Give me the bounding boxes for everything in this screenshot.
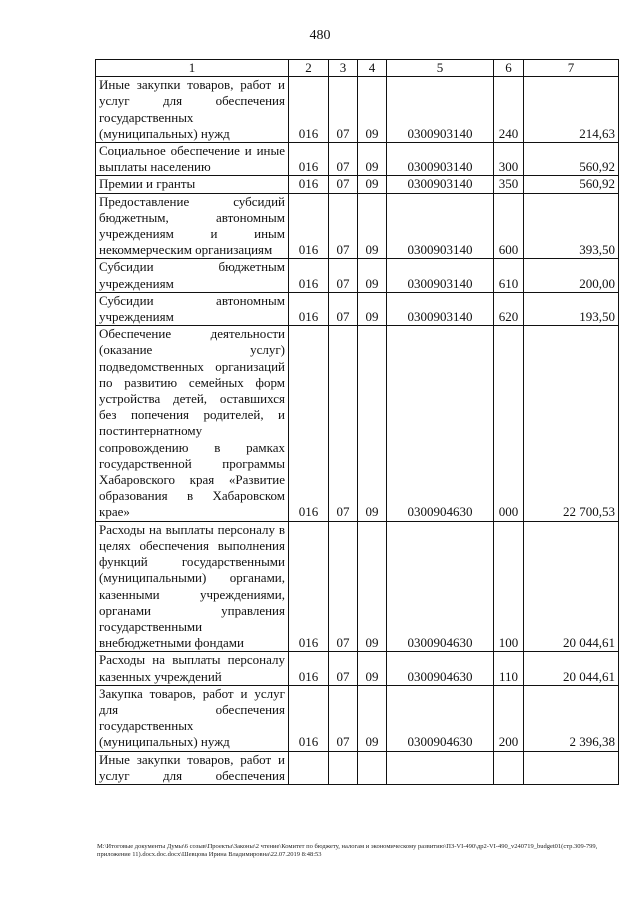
cell-pr: 09: [358, 77, 387, 143]
column-header: 5: [387, 60, 494, 77]
column-header: 7: [524, 60, 619, 77]
table-row: [96, 259, 619, 292]
cell-grbs: [289, 751, 329, 784]
table-row: [96, 521, 619, 652]
cell-name: Иные закупки товаров, работ и услуг для обеспечения государственных (муниципальных) нужд: [96, 77, 289, 143]
cell-csr: 0300904630: [387, 521, 494, 652]
cell-name: Расходы на выплаты персоналу в целях обеспечения выполнения функций государственными (муниципальными) органами, казенными учреждениями, органами управления государственными внебюджетными фондами: [96, 521, 289, 652]
cell-csr: 0300904630: [387, 652, 494, 685]
cell-name: Премии и гранты: [96, 176, 289, 193]
table-row: [96, 326, 619, 521]
cell-pr: [358, 751, 387, 784]
cell-sum: 20 044,61: [524, 521, 619, 652]
cell-grbs: 016: [289, 193, 329, 259]
table-row: [96, 193, 619, 259]
cell-vr: 300: [494, 143, 524, 176]
cell-rz: 07: [329, 77, 358, 143]
cell-csr: 0300904630: [387, 326, 494, 521]
cell-csr: 0300903140: [387, 176, 494, 193]
cell-sum: 2 396,38: [524, 685, 619, 751]
cell-grbs: 016: [289, 521, 329, 652]
column-header: 4: [358, 60, 387, 77]
cell-grbs: 016: [289, 685, 329, 751]
cell-sum: 22 700,53: [524, 326, 619, 521]
cell-vr: 100: [494, 521, 524, 652]
cell-name: Субсидии бюджетным учреждениям: [96, 259, 289, 292]
cell-sum: 200,00: [524, 259, 619, 292]
column-header: 1: [96, 60, 289, 77]
cell-csr: 0300903140: [387, 259, 494, 292]
cell-sum: 560,92: [524, 143, 619, 176]
cell-rz: 07: [329, 292, 358, 325]
cell-csr: 0300903140: [387, 77, 494, 143]
cell-grbs: 016: [289, 259, 329, 292]
column-header: 3: [329, 60, 358, 77]
cell-pr: 09: [358, 292, 387, 325]
cell-rz: 07: [329, 521, 358, 652]
cell-pr: 09: [358, 176, 387, 193]
table-row: [96, 143, 619, 176]
cell-csr: 0300903140: [387, 193, 494, 259]
column-header: 6: [494, 60, 524, 77]
cell-sum: 560,92: [524, 176, 619, 193]
cell-rz: 07: [329, 193, 358, 259]
cell-name: Социальное обеспечение и иные выплаты населению: [96, 143, 289, 176]
table-row: [96, 751, 619, 784]
table-row: [96, 652, 619, 685]
cell-vr: 350: [494, 176, 524, 193]
cell-grbs: 016: [289, 326, 329, 521]
cell-vr: [494, 751, 524, 784]
cell-name: Обеспечение деятельности (оказание услуг) подведомственных организаций по развитию семейных форм устройства детей, оставшихся без попечения родителей, и постинтернатному сопровождению в рамках государственной программы Хабаровского края «Развитие образования в Хабаровском крае»: [96, 326, 289, 521]
cell-pr: 09: [358, 685, 387, 751]
cell-vr: 620: [494, 292, 524, 325]
table-row: [96, 77, 619, 143]
cell-grbs: 016: [289, 176, 329, 193]
cell-vr: 110: [494, 652, 524, 685]
cell-rz: [329, 751, 358, 784]
cell-rz: 07: [329, 652, 358, 685]
cell-rz: 07: [329, 685, 358, 751]
cell-grbs: 016: [289, 77, 329, 143]
cell-sum: 193,50: [524, 292, 619, 325]
table-row: [96, 685, 619, 751]
column-header: 2: [289, 60, 329, 77]
cell-rz: 07: [329, 176, 358, 193]
cell-pr: 09: [358, 326, 387, 521]
cell-csr: [387, 751, 494, 784]
cell-rz: 07: [329, 259, 358, 292]
cell-vr: 000: [494, 326, 524, 521]
cell-sum: 20 044,61: [524, 652, 619, 685]
cell-name: Закупка товаров, работ и услуг для обеспечения государственных (муниципальных) нужд: [96, 685, 289, 751]
cell-pr: 09: [358, 259, 387, 292]
table-row: [96, 292, 619, 325]
cell-csr: 0300903140: [387, 143, 494, 176]
cell-rz: 07: [329, 326, 358, 521]
cell-name: Субсидии автономным учреждениям: [96, 292, 289, 325]
cell-grbs: 016: [289, 143, 329, 176]
cell-pr: 09: [358, 521, 387, 652]
cell-csr: 0300904630: [387, 685, 494, 751]
cell-csr: 0300903140: [387, 292, 494, 325]
column-number-row: [96, 60, 619, 77]
cell-vr: 610: [494, 259, 524, 292]
cell-pr: 09: [358, 652, 387, 685]
cell-sum: 214,63: [524, 77, 619, 143]
cell-vr: 200: [494, 685, 524, 751]
cell-name: Расходы на выплаты персоналу казенных учреждений: [96, 652, 289, 685]
cell-grbs: 016: [289, 292, 329, 325]
cell-sum: 393,50: [524, 193, 619, 259]
table-row: [96, 176, 619, 193]
page-number: 480: [309, 28, 331, 43]
cell-vr: 600: [494, 193, 524, 259]
cell-vr: 240: [494, 77, 524, 143]
cell-rz: 07: [329, 143, 358, 176]
cell-pr: 09: [358, 143, 387, 176]
cell-name: Предоставление субсидий бюджетным, автономным учреждениям и иным некоммерческим организациям: [96, 193, 289, 259]
cell-sum: [524, 751, 619, 784]
document-path-footer: М:\Итоговые документы Думы\6 созыв\Проекты\Законы\2 чтение\Комитет по бюджету, налогам и экономическому развитию\ПЗ-VI-490\др2-VI-490_v240719_budget01(стр.309-799, приложение 11).docx.doc.docx\Шевцова Ирина Владимировна\22.07.2019 8:48:53: [97, 843, 598, 858]
cell-grbs: 016: [289, 652, 329, 685]
cell-name: Иные закупки товаров, работ и услуг для обеспечения: [96, 751, 289, 784]
cell-pr: 09: [358, 193, 387, 259]
budget-table: [95, 59, 619, 785]
